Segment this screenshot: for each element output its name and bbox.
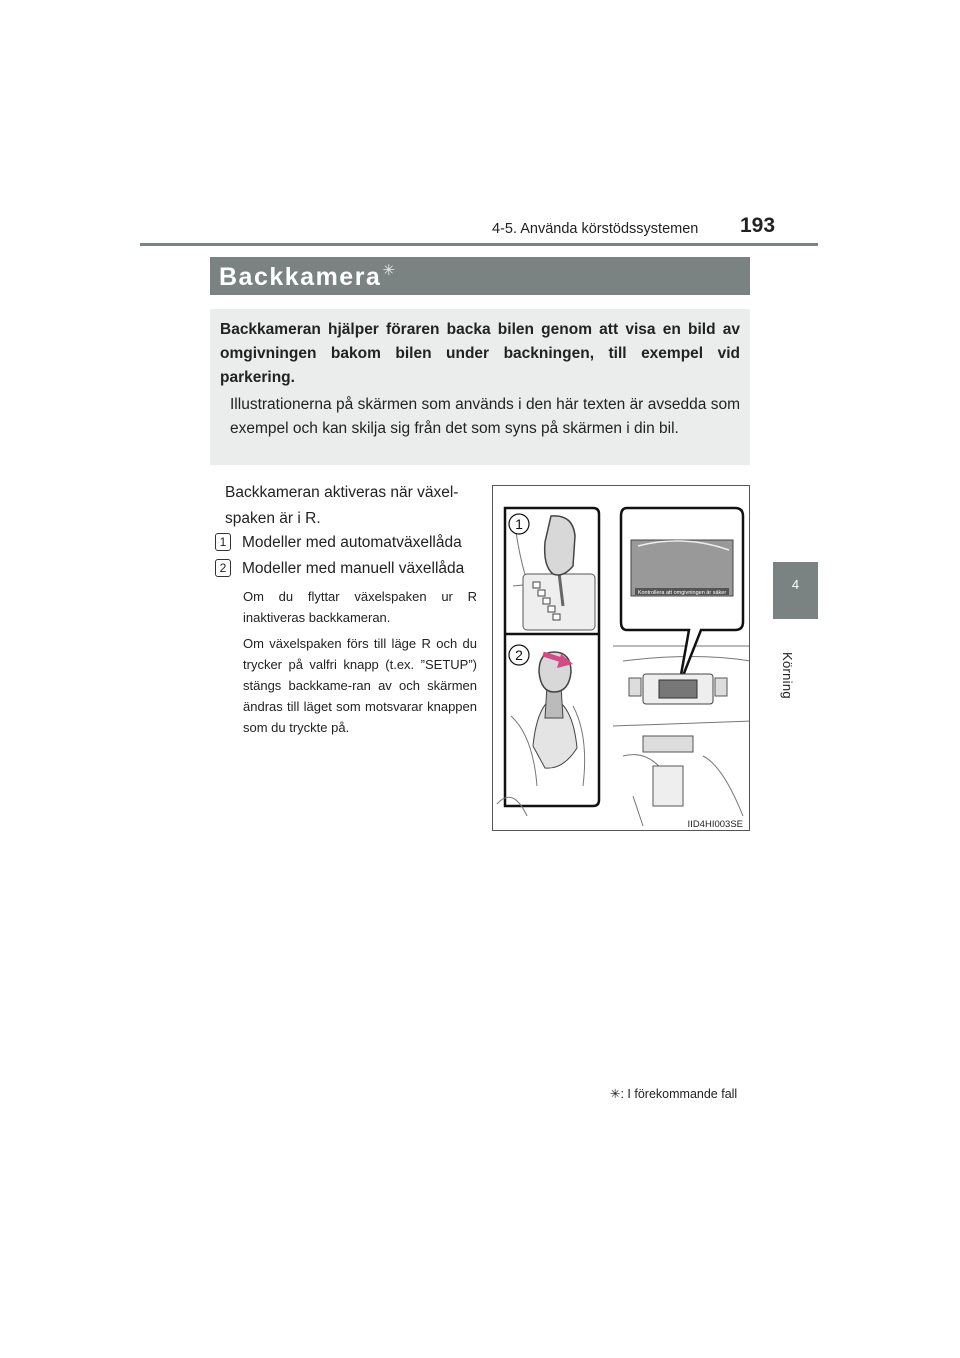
- chapter-label: Körning: [780, 652, 795, 699]
- intro-text: Backkameran hjälper föraren backa bilen genom att visa en bild av omgivningen bakom bilen under backningen, till exempel vid parkering.: [220, 321, 740, 386]
- footnote-text: : I förekommande fall: [620, 1087, 738, 1101]
- figure-illustration: [492, 485, 750, 831]
- shift-knob: [545, 516, 575, 575]
- automatic-shifter: [523, 516, 595, 630]
- list-item: [215, 559, 464, 579]
- dashboard-display: [659, 680, 697, 698]
- figure-drawing: [493, 486, 750, 831]
- asterisk-icon: ✳: [610, 1087, 621, 1101]
- page-title-text: Backkamera: [219, 263, 382, 291]
- screen-caption: Kontrollera att omgivningen är säker: [637, 590, 727, 596]
- list-item-text: Modeller med automatväxellåda: [242, 534, 462, 551]
- list-item: [215, 533, 462, 553]
- header-rule: [140, 243, 818, 246]
- list-item-text: Modeller med manuell växellåda: [242, 560, 465, 577]
- dashboard: [629, 674, 727, 806]
- number-badge: 2: [215, 559, 231, 577]
- asterisk-icon: ✳: [382, 262, 397, 279]
- callout-2-label: 2: [515, 647, 523, 663]
- illustration-note: Illustrationerna på skärmen som används i den här texten är avsedda som exempel och kan skilja sig från det som syns på skärmen i din bil.: [230, 396, 740, 437]
- page-number: 193: [740, 214, 776, 237]
- activation-text: Backkameran aktiveras när växel-spaken är i R.: [225, 484, 459, 527]
- note-deactivation: Om du flyttar växelspaken ur R inaktiveras backkameran.: [243, 589, 477, 625]
- callout-1-label: 1: [515, 516, 523, 532]
- page-title: [219, 261, 396, 292]
- manual-shifter: [533, 652, 577, 768]
- number-badge: 1: [215, 533, 231, 551]
- section-title: 4-5. Använda körstödssystemen: [492, 221, 699, 237]
- figure-code: IID4HI003SE: [687, 819, 743, 830]
- display-screen: [631, 540, 733, 596]
- chapter-number: 4: [791, 577, 800, 592]
- note-button-press: Om växelspaken förs till läge R och du trycker på valfri knapp (t.ex. ”SETUP”) stängs backkame-ran av och skärmen ändras till läget som motsvarar knappen som du tryckte på.: [243, 636, 477, 735]
- footnote: [610, 1086, 737, 1101]
